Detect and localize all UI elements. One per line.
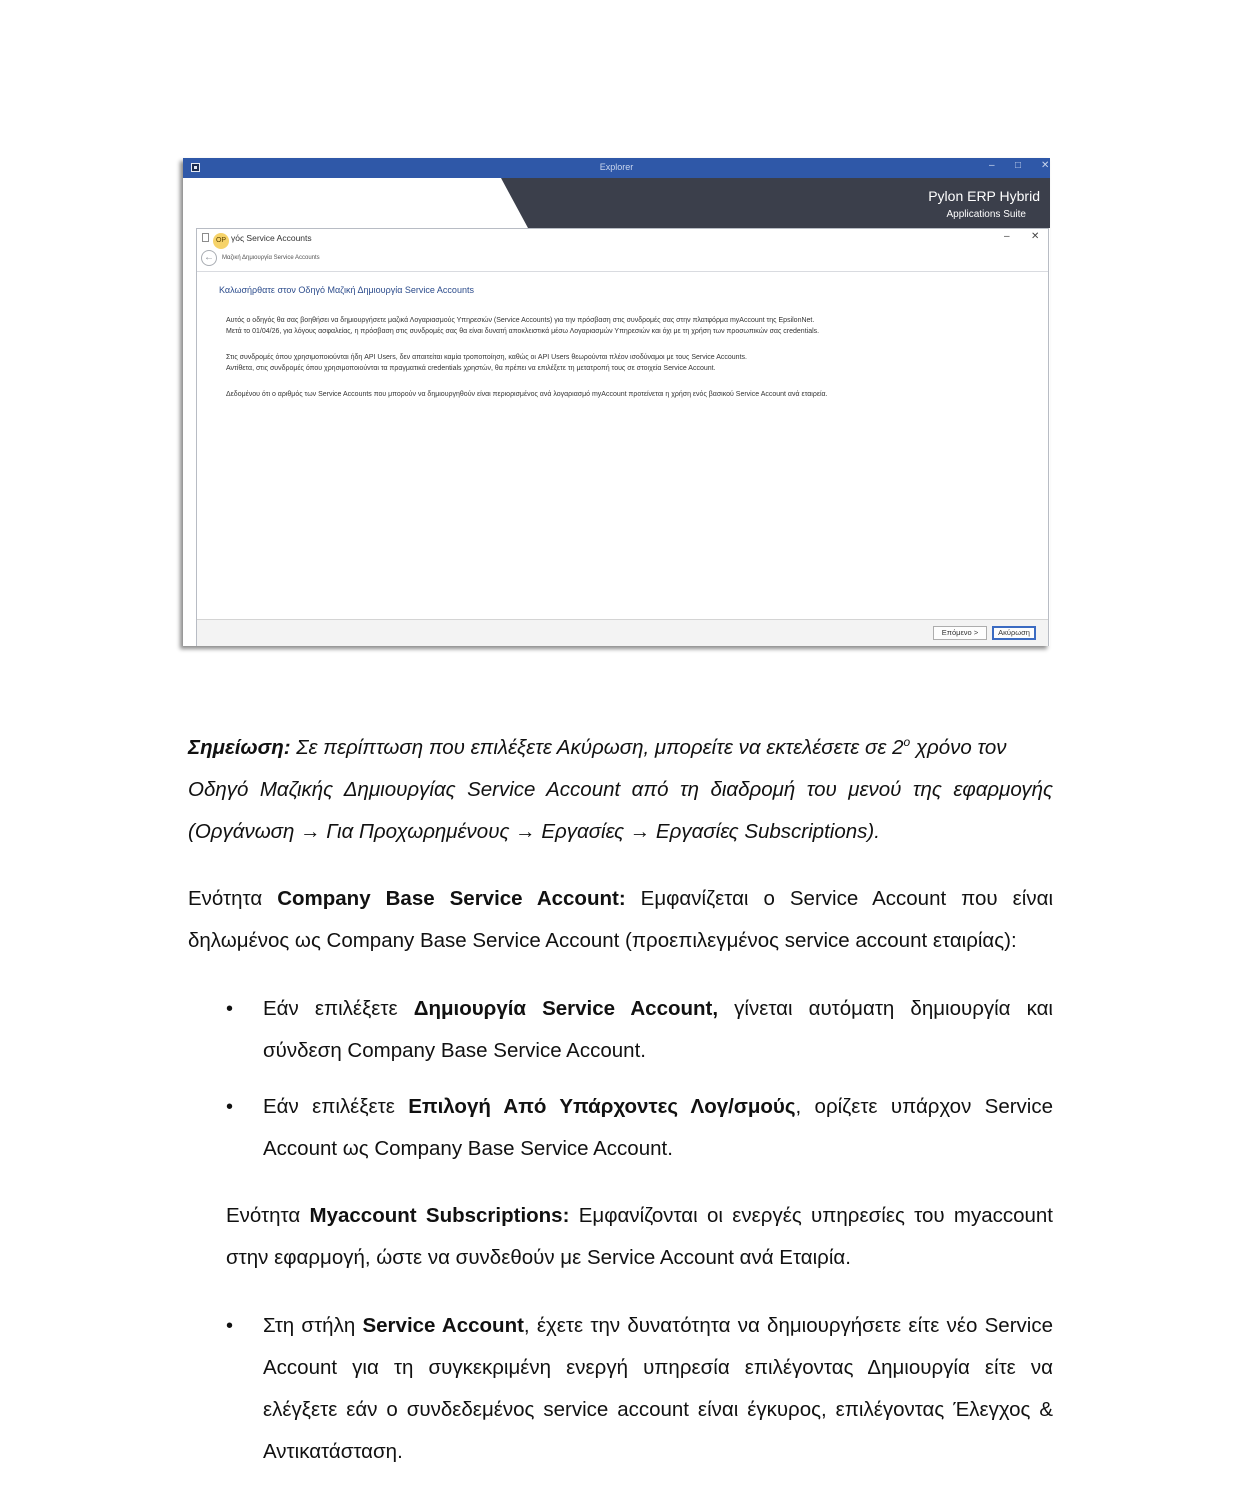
breadcrumb: Μαζική Δημιουργία Service Accounts (222, 255, 320, 261)
section-prefix: Ενότητα (188, 887, 278, 910)
brand-subtitle: Applications Suite (946, 209, 1026, 220)
wizard-paragraph: Αντίθετα, στις συνδρομές όπου χρησιμοποιούνται τα πραγματικά credentials χρηστών, θα πρέπει να επιλέξετε τη μετατροπή τους σε στοιχεία Service Account. (226, 365, 716, 372)
dialog-close-icon[interactable]: ✕ (1031, 231, 1040, 242)
next-button[interactable]: Επόμενο > (933, 626, 987, 640)
bullet-bold: Service Account (362, 1314, 524, 1337)
note-text: Σε περίπτωση που επιλέξετε Ακύρωση, μπορείτε να εκτελέσετε σε 2 (296, 736, 904, 759)
bullet-text: γίνεται αυτόματη δημιουργία και (718, 997, 1053, 1020)
window-title: Explorer (599, 162, 634, 172)
cancel-button[interactable]: Ακύρωση (992, 626, 1036, 640)
wizard-paragraph: Αυτός ο οδηγός θα σας βοηθήσει να δημιουργήσετε μαζικά Λογαριασμούς Υπηρεσιών (Service Accounts) για την πρόσβαση στις συνδρομές σας στην πλατφόρμα myAccount της EpsilonNet. (226, 317, 815, 324)
bullet: • (226, 1315, 234, 1337)
divider (197, 271, 1048, 272)
note-text-end: χρόνο τον (910, 736, 1007, 759)
minimize-icon[interactable]: – (989, 160, 995, 171)
section-text: Εμφανίζεται ο Service Account που είναι (625, 887, 1053, 910)
dialog-footer (197, 619, 1048, 646)
section-prefix: Ενότητα (226, 1204, 310, 1227)
close-icon[interactable]: ✕ (1041, 160, 1050, 171)
bullet-bold: Δημιουργία Service Account, (413, 997, 719, 1020)
bullet: • (226, 998, 234, 1020)
bullet-line-3: ελέγξετε εάν ο συνδεδεμένος service account είναι έγκυρος, επιλέγοντας Έλεγχος & (263, 1398, 1053, 1421)
bullet-line-2: σύνδεση Company Base Service Account. (263, 1039, 646, 1062)
back-arrow-icon[interactable]: ← (201, 250, 217, 266)
section-text: Εμφανίζονται οι ενεργές υπηρεσίες του myaccount (569, 1204, 1054, 1227)
note-superscript: ο (903, 735, 911, 750)
wizard-paragraph: Δεδομένου ότι ο αριθμός των Service Accounts που μπορούν να δημιουργηθούν είναι περιορισμένος ανά λογαριασμό myAccount προτείνεται η χρήση ενός βασικού Service Account ανά εταιρεία. (226, 391, 828, 398)
wizard-heading: Καλωσήρθατε στον Οδηγό Μαζική Δημιουργία Service Accounts (219, 285, 474, 295)
bullet-bold: Επιλογή Από Υπάρχοντες Λογ/σμούς (408, 1095, 796, 1118)
note-line-3: (Οργάνωση → Για Προχωρημένους → Εργασίες → Εργασίες Subscriptions). (188, 820, 880, 843)
dialog-title: γός Service Accounts (231, 233, 312, 243)
myaccount-section-line-1 (226, 1195, 1053, 1237)
bullet-line-1 (263, 1086, 1053, 1128)
brand-title: Pylon ERP Hybrid (928, 188, 1040, 204)
document-icon (202, 233, 209, 242)
company-section-line-1 (188, 878, 1053, 920)
window-titlebar (183, 158, 1050, 178)
embedded-screenshot (183, 158, 1050, 646)
bullet-text: , ορίζετε υπάρχον Service (795, 1095, 1054, 1118)
note-line-2: Οδηγό Μαζικής Δημιουργίας Service Account από τη διαδρομή του μενού της εφαρμογής (188, 778, 1053, 801)
company-section-line-2: δηλωμένος ως Company Base Service Account (προεπιλεγμένος service account εταιρίας): (188, 929, 1017, 952)
myaccount-section-line-2: στην εφαρμογή, ώστε να συνδεθούν με Service Account ανά Εταιρία. (226, 1246, 851, 1269)
note-line-1 (188, 727, 1053, 769)
section-title: Myaccount Subscriptions: (309, 1204, 570, 1227)
wizard-paragraph: Μετά το 01/04/26, για λόγους ασφαλείας, η πρόσβαση στις συνδρομές σας θα είναι δυνατή αποκλειστικά μέσω Λογαριασμών Υπηρεσιών και όχι με τη χρήση των προσωπικών σας credentials. (226, 328, 820, 335)
bullet-line-2: Account ως Company Base Service Account. (263, 1137, 673, 1160)
app-banner (183, 178, 1050, 228)
bullet-line-4: Αντικατάσταση. (263, 1440, 403, 1463)
bullet: • (226, 1096, 234, 1118)
bullet-line-1 (263, 1305, 1053, 1347)
maximize-icon[interactable]: □ (1015, 160, 1022, 171)
bullet-line-2: Account για τη συγκεκριμένη ενεργή υπηρεσία επιλέγοντας Δημιουργία είτε να (263, 1356, 1053, 1379)
bullet-text: , έχετε την δυνατότητα να δημιουργήσετε είτε νέο Service (523, 1314, 1053, 1337)
banner-shape (183, 178, 1050, 228)
bullet-prefix: Στη στήλη (263, 1314, 363, 1337)
bullet-prefix: Εάν επιλέξετε (263, 997, 414, 1020)
wizard-paragraph: Στις συνδρομές όπου χρησιμοποιούνται ήδη API Users, δεν απαιτείται καμία τροποποίηση, καθώς οι API Users θεωρούνται πλέον ισοδύναμοι με τους Service Accounts. (226, 354, 747, 361)
user-badge: OP (213, 233, 229, 249)
note-label: Σημείωση: (188, 736, 291, 759)
wizard-dialog (196, 228, 1049, 646)
section-title: Company Base Service Account: (277, 887, 626, 910)
dialog-minimize-icon[interactable]: – (1004, 231, 1010, 242)
bullet-line-1 (263, 988, 1053, 1030)
bullet-prefix: Εάν επιλέξετε (263, 1095, 409, 1118)
